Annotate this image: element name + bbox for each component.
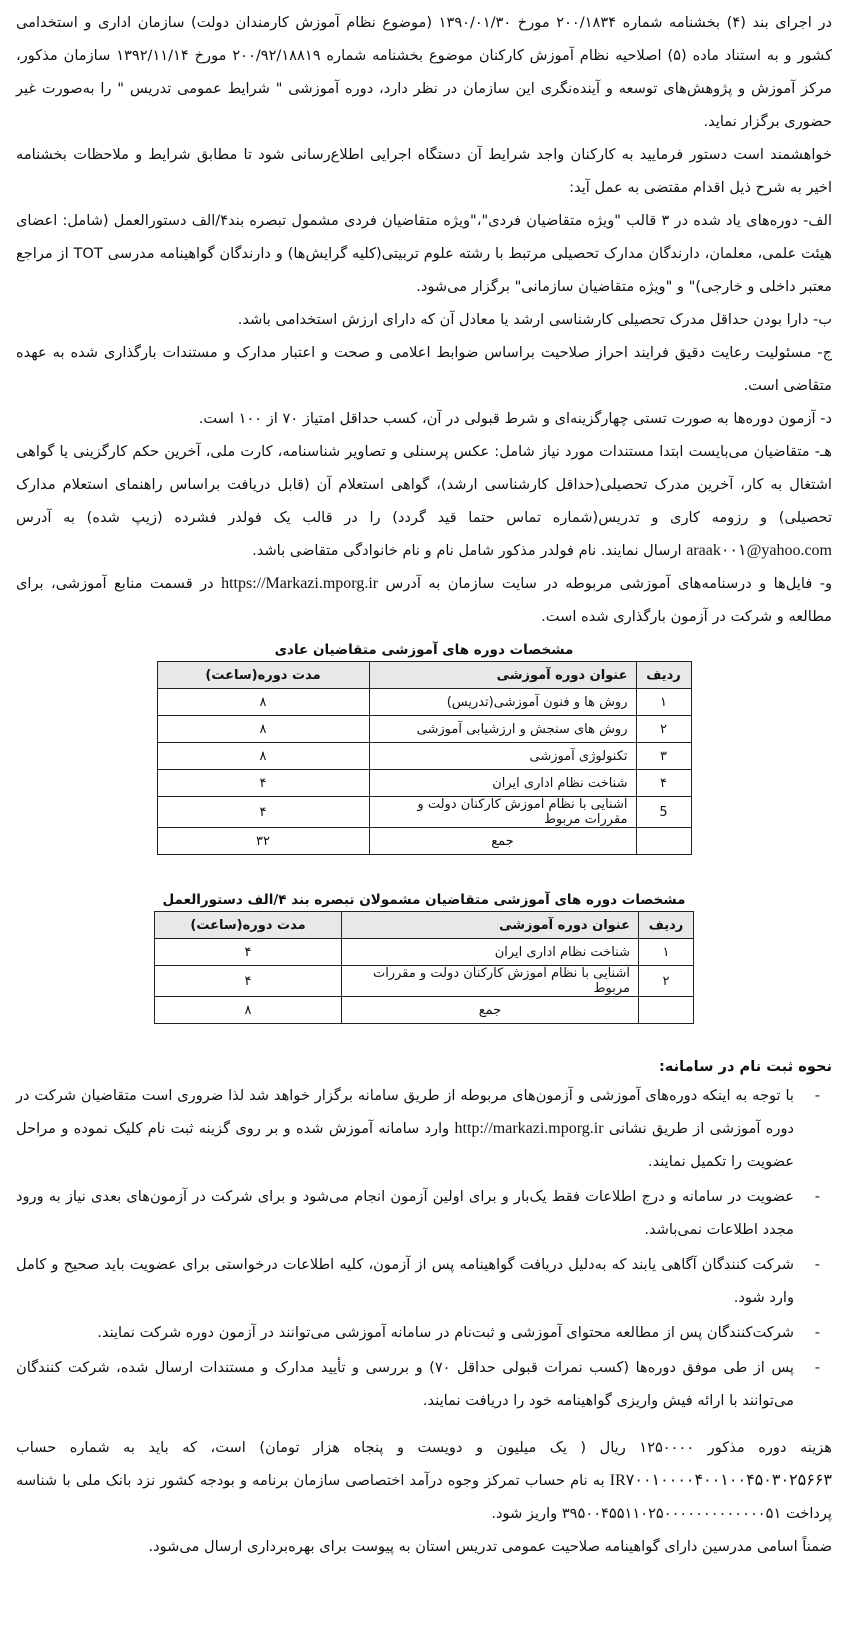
clause-he: هـ- متقاضیان می‌بایست ابتدا مستندات مورد نیاز شامل: عکس پرسنلی و تصاویر شناسنامه، کارت ملی، آخرین حکم کارگزینی یا گواهی اشتغال به کار، آخرین مدرک تحصیلی(حداقل کارشناسی ارشد)، گواهی استعلام آن (قابل دریافت براساس راهنمای استعلام مدارک تحصیلی) و رزومه کاری و تدریس(شماره تماس حتما قید گردد) را در قالب یک فولدر فشرده (زیپ شده) به آدرس araak۰۰۱@yahoo.com ارسال نمایند. نام فولدر مذکور شامل نام و نام خانوادگی متقاضی باشد.	[16, 443, 832, 559]
total-row	[157, 828, 691, 855]
iban: IR۷۰۰۱۰۰۰۰۴۰۰۱۰۰۴۵۰۳۰۲۵۶۶۳	[609, 1472, 833, 1489]
column-header: مدت دوره(ساعت)	[157, 662, 369, 689]
table-cell: ۸	[157, 689, 369, 716]
table-row	[155, 966, 694, 997]
clause-vav: و- فایل‌ها و درسنامه‌های آموزشی مربوطه در سایت سازمان به آدرس https://Markazi.mporg.ir در قسمت منابع آموزشی، برای مطالعه و شرکت در آزمون بارگذاری شده است.	[16, 575, 833, 625]
table-cell: ۲	[639, 966, 694, 997]
site-link[interactable]: https://Markazi.mporg.ir	[221, 575, 379, 592]
column-header: ردیف	[636, 662, 691, 689]
table-cell: ۴	[155, 966, 342, 997]
table-cell: شناخت نظام اداری ایران	[342, 939, 639, 966]
table-cell: ۴	[157, 770, 369, 797]
column-header: عنوان دوره آموزشی	[369, 662, 636, 689]
list-item: - پس از طی موفق دوره‌ها (کسب نمرات قبولی حداقل ۷۰) و بررسی و تأیید مدارک و مستندات ارسال شده، شرکت کنندگان می‌توانند با ارائه فیش واریزی گواهینامه خود را دریافت نمایند.	[16, 1359, 820, 1409]
table-header	[157, 662, 691, 689]
table-row	[155, 939, 694, 966]
table-cell: ۱	[639, 939, 694, 966]
table-cell: شناخت نظام اداری ایران	[369, 770, 636, 797]
table-cell: ۴	[155, 939, 342, 966]
list-item: - شرکت‌کنندگان پس از مطالعه محتوای آموزشی و ثبت‌نام در سامانه آموزشی می‌توانند در آزمون دوره شرکت نمایند.	[97, 1324, 820, 1341]
table-cell: تکنولوژی آموزشی	[369, 743, 636, 770]
table-cell: روش ها و فنون آموزشی(تدریس)	[369, 689, 636, 716]
clause-jim: ج- مسئولیت رعایت دقیق فرایند احراز صلاحیت براساس ضوابط اعلامی و صحت و اعتبار مدارک و مستندات بارگذاری شده به عهده متقاضی است.	[16, 344, 832, 394]
list-item: - شرکت کنندگان آگاهی یابند که به‌دلیل دریافت گواهینامه پس از آزمون، کلیه اطلاعات درخواستی برای عضویت باید صحیح و کامل وارد شود.	[16, 1256, 820, 1306]
column-header: ردیف	[639, 912, 694, 939]
table-cell: 5	[636, 797, 691, 828]
clause-be: ب- دارا بودن حداقل مدرک تحصیلی کارشناسی ارشد یا معادل آن که دارای ارزش استخدامی باشد.	[237, 311, 832, 328]
list-item: - عضویت در سامانه و درج اطلاعات فقط یک‌بار و برای اولین آزمون انجام می‌شود و برای شرکت در آزمون‌های بعدی نیاز به ورود مجدد اطلاعات نمی‌باشد.	[16, 1188, 820, 1238]
registration-heading: نحوه ثبت نام در سامانه:	[658, 1058, 832, 1075]
table-row	[157, 743, 691, 770]
table-cell: ۴	[157, 797, 369, 828]
list-item: - با توجه به اینکه دوره‌های آموزشی و آزمون‌های مربوطه از طریق سامانه برگزار خواهد شد لذا ضروری است متقاضیان شرکت در دوره آموزشی از طریق نشانی http://markazi.mporg.ir وارد سامانه آموزش شده و بر روی گزینه ثبت نام کلیک نموده و مراحل عضویت را تکمیل نمایند.	[16, 1087, 820, 1170]
table-cell: ۱	[636, 689, 691, 716]
total-value: ۸	[155, 997, 342, 1024]
table-row	[157, 770, 691, 797]
clause-alef: الف- دوره‌های یاد شده در ۳ قالب "ویژه متقاضیان فردی"،"ویژه متقاضیان فردی مشمول تبصره بند۴/الف دستورالعمل (شامل: اعضای هیئت علمی، معلمان، دارندگان مدارک تحصیلی مرتبط با رشته علوم تربیتی(کلیه گرایش‌ها) و دارندگان گواهینامه مدرسی TOT از مراجع معتبر داخلی و خارجی)" و "ویژه متقاضیان سازمانی" برگزار می‌شود.	[16, 212, 832, 295]
table-row	[157, 716, 691, 743]
registration-list	[16, 1079, 832, 1417]
table-cell: ۸	[157, 743, 369, 770]
total-row	[155, 997, 694, 1024]
table2-caption: مشخصات دوره های آموزشی متقاضیان مشمولان تبصره بند ۴/الف دستورالعمل	[162, 892, 686, 908]
table-cell: ۲	[636, 716, 691, 743]
registration-link[interactable]: http://markazi.mporg.ir	[454, 1120, 604, 1137]
intro-paragraph: در اجرای بند (۴) بخشنامه شماره ۲۰۰/۱۸۳۴ مورخ ۱۳۹۰/۰۱/۳۰ (موضوع نظام آموزش کارمندان دولت) سازمان اداری و استخدامی کشور و به استناد ماده (۵) اصلاحیه نظام آموزش کارکنان موضوع بخشنامه شماره ۲۰۰/۹۲/۱۸۸۱۹ مورخ ۱۳۹۲/۱۱/۱۴ سازمان مذکور، مرکز آموزش و پژوهش‌های توسعه و آینده‌نگری این سازمان در نظر دارد، دوره آموزشی " شرایط عمومی تدریس " را به‌صورت غیر حضوری برگزار نماید.	[16, 14, 833, 130]
email-link[interactable]: araak۰۰۱@yahoo.com	[686, 542, 832, 559]
table-cell: ۳	[636, 743, 691, 770]
total-label: جمع	[342, 997, 639, 1024]
column-header: عنوان دوره آموزشی	[342, 912, 639, 939]
total-value: ۳۲	[157, 828, 369, 855]
table-cell: ۸	[157, 716, 369, 743]
table-header	[155, 912, 694, 939]
table-cell: آشنایی با نظام آموزش کارکنان دولت و مقررات مربوط	[369, 797, 636, 828]
table-row	[157, 689, 691, 716]
column-header: مدت دوره(ساعت)	[155, 912, 342, 939]
table-exempt-courses	[154, 911, 694, 1024]
table-regular-courses	[157, 661, 692, 855]
closing-paragraph: ضمناً اسامی مدرسین دارای گواهینامه صلاحیت عمومی تدریس استان به پیوست برای بهره‌برداری ارسال می‌شود.	[148, 1538, 832, 1555]
table-row	[157, 797, 691, 828]
clause-dal: د- آزمون دوره‌ها به صورت تستی چهارگزینه‌ای و شرط قبولی در آن، کسب حداقل امتیاز ۷۰ از ۱۰۰ است.	[198, 410, 832, 427]
table-cell: آشنایی با نظام آموزش کارکنان دولت و مقررات مربوط	[342, 966, 639, 997]
table-cell: ۴	[636, 770, 691, 797]
table-cell: روش های سنجش و ارزشیابی آموزشی	[369, 716, 636, 743]
total-label: جمع	[369, 828, 636, 855]
table1-caption: مشخصات دوره های آموزشی متقاضیان عادی	[274, 642, 574, 658]
fee-paragraph: هزینه دوره مذکور ۱۲۵۰۰۰۰ ریال ( یک میلیون و دویست و پنجاه هزار تومان) است، که باید به شماره حساب IR۷۰۰۱۰۰۰۰۴۰۰۱۰۰۴۵۰۳۰۲۵۶۶۳ به نام حساب تمرکز وجوه درآمد اختصاصی سازمان برنامه و بودجه کشور نزد بانک ملی با شناسه پرداخت ۳۹۵۰۰۴۵۵۱۱۰۲۵۰۰۰۰۰۰۰۰۰۰۰۰۰۵۱ واریز شود.	[16, 1439, 833, 1522]
request-paragraph: خواهشمند است دستور فرمایید به کارکنان واجد شرایط آن دستگاه اجرایی اطلاع‌رسانی شود تا مطابق شرایط و ملاحظات بخشنامه اخیر به شرح ذیل اقدام مقتضی به عمل آید:	[16, 146, 832, 196]
